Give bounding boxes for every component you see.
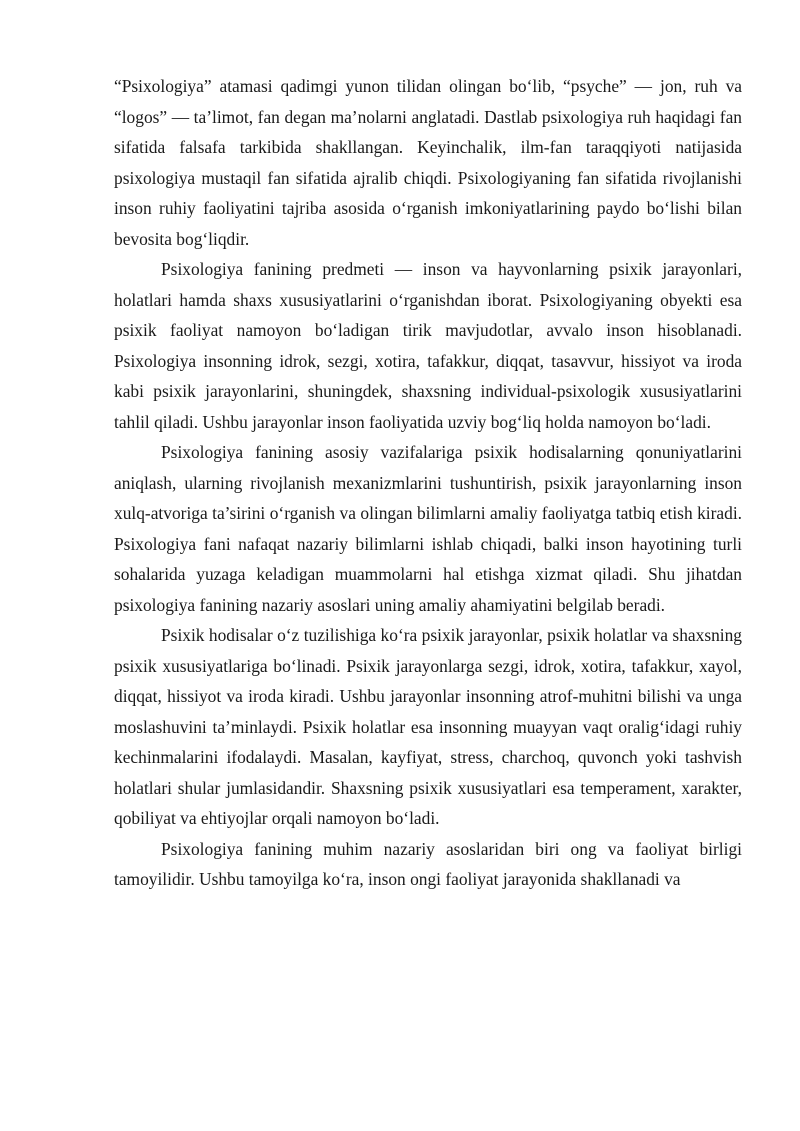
paragraph-consciousness-activity: Psixologiya fanining muhim nazariy asoslaridan biri ong va faoliyat birligi tamoyilidir. Ushbu tamoyilga ko‘ra, inson ongi faoliyat jarayonida shakllanadi va — [114, 838, 742, 889]
paragraph-subject-object: Psixologiya fanining predmeti — inson va hayvonlarning psixik jarayonlari, holatlari hamda shaxs xususiyatlarini o‘rganishdan iborat. Psixologiyaning obyekti esa psixik faoliyat namoyon bo‘ladigan tirik mavjudotlar, avvalo inson hisoblanadi. Psixologiya insonning idrok, sezgi, xotira, tafakkur, diqqat, tasavvur, hissiyot va iroda kabi psixik jarayonlarini, shuningdek, shaxsning individual-psixologik xususiyatlarini tahlil qiladi. Ushbu jarayonlar inson faoliyatida uzviy bog‘liq holda namoyon bo‘ladi. — [114, 259, 742, 432]
document-page — [114, 71, 742, 895]
paragraph-tasks: Psixologiya fanining asosiy vazifalariga psixik hodisalarning qonuniyatlarini aniqlash, ularning rivojlanish mexanizmlarini tushuntirish, psixik jarayonlarning inson xulq-atvoriga ta’sirini o‘rganish va olingan bilimlarni amaliy faoliyatga tatbiq etish kiradi. Psixologiya fani nafaqat nazariy bilimlarni ishlab chiqadi, balki inson hayotining turli sohalarida yuzaga keladigan muammolarni hal etishga xizmat qiladi. Shu jihatdan psixologiya fanining nazariy asoslari uning amaliy ahamiyatini belgilab beradi. — [114, 442, 742, 615]
paragraph-etymology: “Psixologiya” atamasi qadimgi yunon tilidan olingan bo‘lib, “psyche” — jon, ruh va “logos” — ta’limot, fan degan ma’nolarni anglatadi. Dastlab psixologiya ruh haqidagi fan sifatida falsafa tarkibida shakllangan. Keyinchalik, ilm-fan taraqqiyoti natijasida psixologiya mustaqil fan sifatida ajralib chiqdi. Psixologiyaning fan sifatida rivojlanishi inson ruhiy faoliyatini tajriba asosida o‘rganish imkoniyatlarining paydo bo‘lishi bilan bevosita bog‘liqdir. — [114, 76, 742, 249]
paragraph-psychic-phenomena: Psixik hodisalar o‘z tuzilishiga ko‘ra psixik jarayonlar, psixik holatlar va shaxsning psixik xususiyatlariga bo‘linadi. Psixik jarayonlarga sezgi, idrok, xotira, tafakkur, xayol, diqqat, hissiyot va iroda kiradi. Ushbu jarayonlar insonning atrof-muhitni bilishi va unga moslashuvini ta’minlaydi. Psixik holatlar esa insonning muayyan vaqt oralig‘idagi ruhiy kechinmalarini ifodalaydi. Masalan, kayfiyat, stress, charchoq, quvonch yoki tashvish holatlari shular jumlasidandir. Shaxsning psixik xususiyatlari esa temperament, xarakter, qobiliyat va ehtiyojlar orqali namoyon bo‘ladi. — [114, 625, 742, 828]
